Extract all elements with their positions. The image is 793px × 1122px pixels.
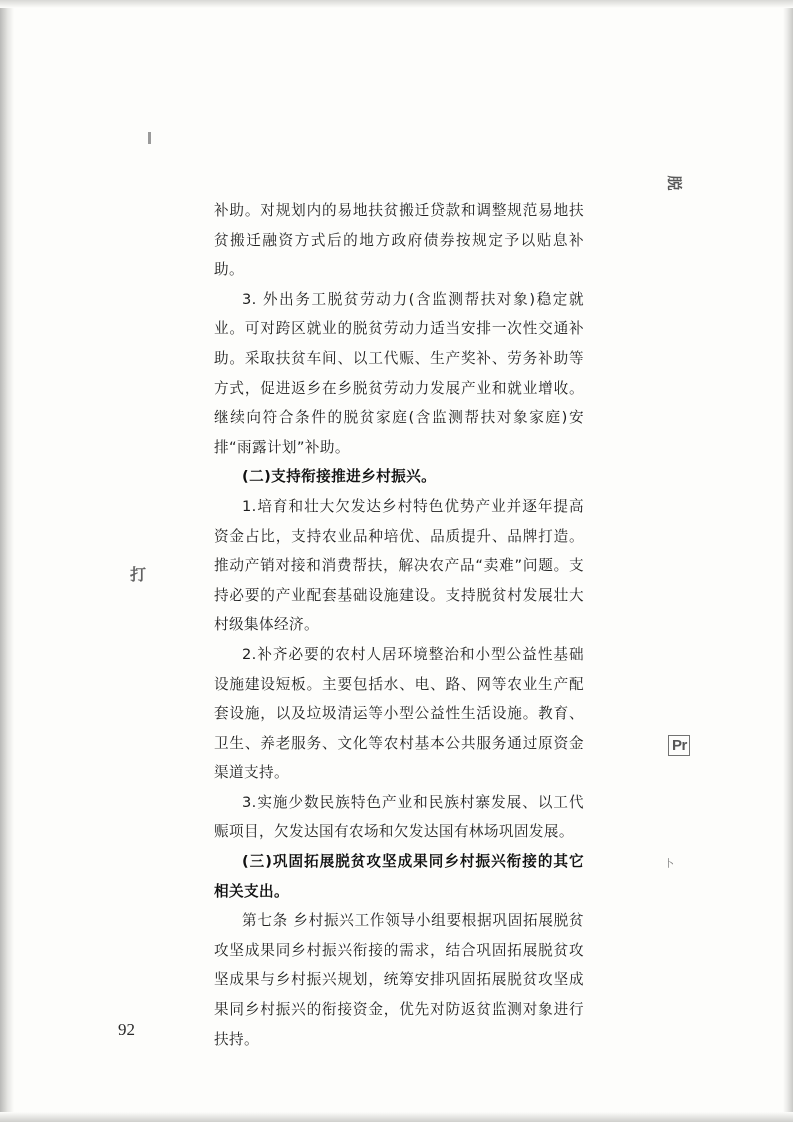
paragraph: 补助。对规划内的易地扶贫搬迁贷款和调整规范易地扶贫搬迁融资方式后的地方政府债券按规定予以贴息补助。 [214,202,584,279]
top-right-stamp-mark: 脱 [665,175,683,190]
document-body [214,196,584,1054]
scan-edge-bottom [0,1112,793,1122]
paragraph: 2.补齐必要的农村人居环境整治和小型公益性基础设施建设短板。主要包括水、电、路、网等农业生产配套设施，以及垃圾清运等小型公益性生活设施。教育、卫生、养老服务、文化等农村基本公共服务通过原资金渠道支持。 [214,645,584,782]
section-heading: (二)支持衔接推进乡村振兴。 [242,468,437,486]
paragraph: 3. 外出务工脱贫劳动力(含监测帮扶对象)稳定就业。可对跨区就业的脱贫劳动力适当安排一次性交通补助。采取扶贫车间、以工代赈、生产奖补、劳务补助等方式，促进返乡在乡脱贫劳动力发展产业和就业增收。继续向符合条件的脱贫家庭(含监测帮扶对象家庭)安排“雨露计划”补助。 [214,290,584,456]
paragraph: 第七条 乡村振兴工作领导小组要根据巩固拓展脱贫攻坚成果同乡村振兴衔接的需求，结合巩固拓展脱贫攻坚成果与乡村振兴规划，统筹安排巩固拓展脱贫攻坚成果同乡村振兴的衔接资金，优先对防返贫监测对象进行扶持。 [214,912,584,1048]
scan-edge-left [0,0,14,1122]
section-heading: (三)巩固拓展脱贫攻坚成果同乡村振兴衔接的其它相关支出。 [214,853,584,900]
margin-dot-mark [148,132,151,144]
page-number: 92 [118,1020,135,1039]
paragraph: 3.实施少数民族特色产业和民族村寨发展、以工代赈项目，欠发达国有农场和欠发达国有林场巩固发展。 [214,793,584,841]
paragraph: 1.培育和壮大欠发达乡村特色优势产业并逐年提高资金占比，支持农业品种培优、品质提升、品牌打造。推动产销对接和消费帮扶，解决农产品“卖难”问题。支持必要的产业配套基础设施建设。支持脱贫村发展壮大村级集体经济。 [214,497,584,634]
right-small-mark: 卜 [664,859,674,870]
right-box-stamp-mark: Pr [668,735,690,756]
scan-edge-top [0,0,793,8]
scan-edge-right [783,0,793,1122]
left-margin-glyph-mark: 打 [130,567,147,584]
